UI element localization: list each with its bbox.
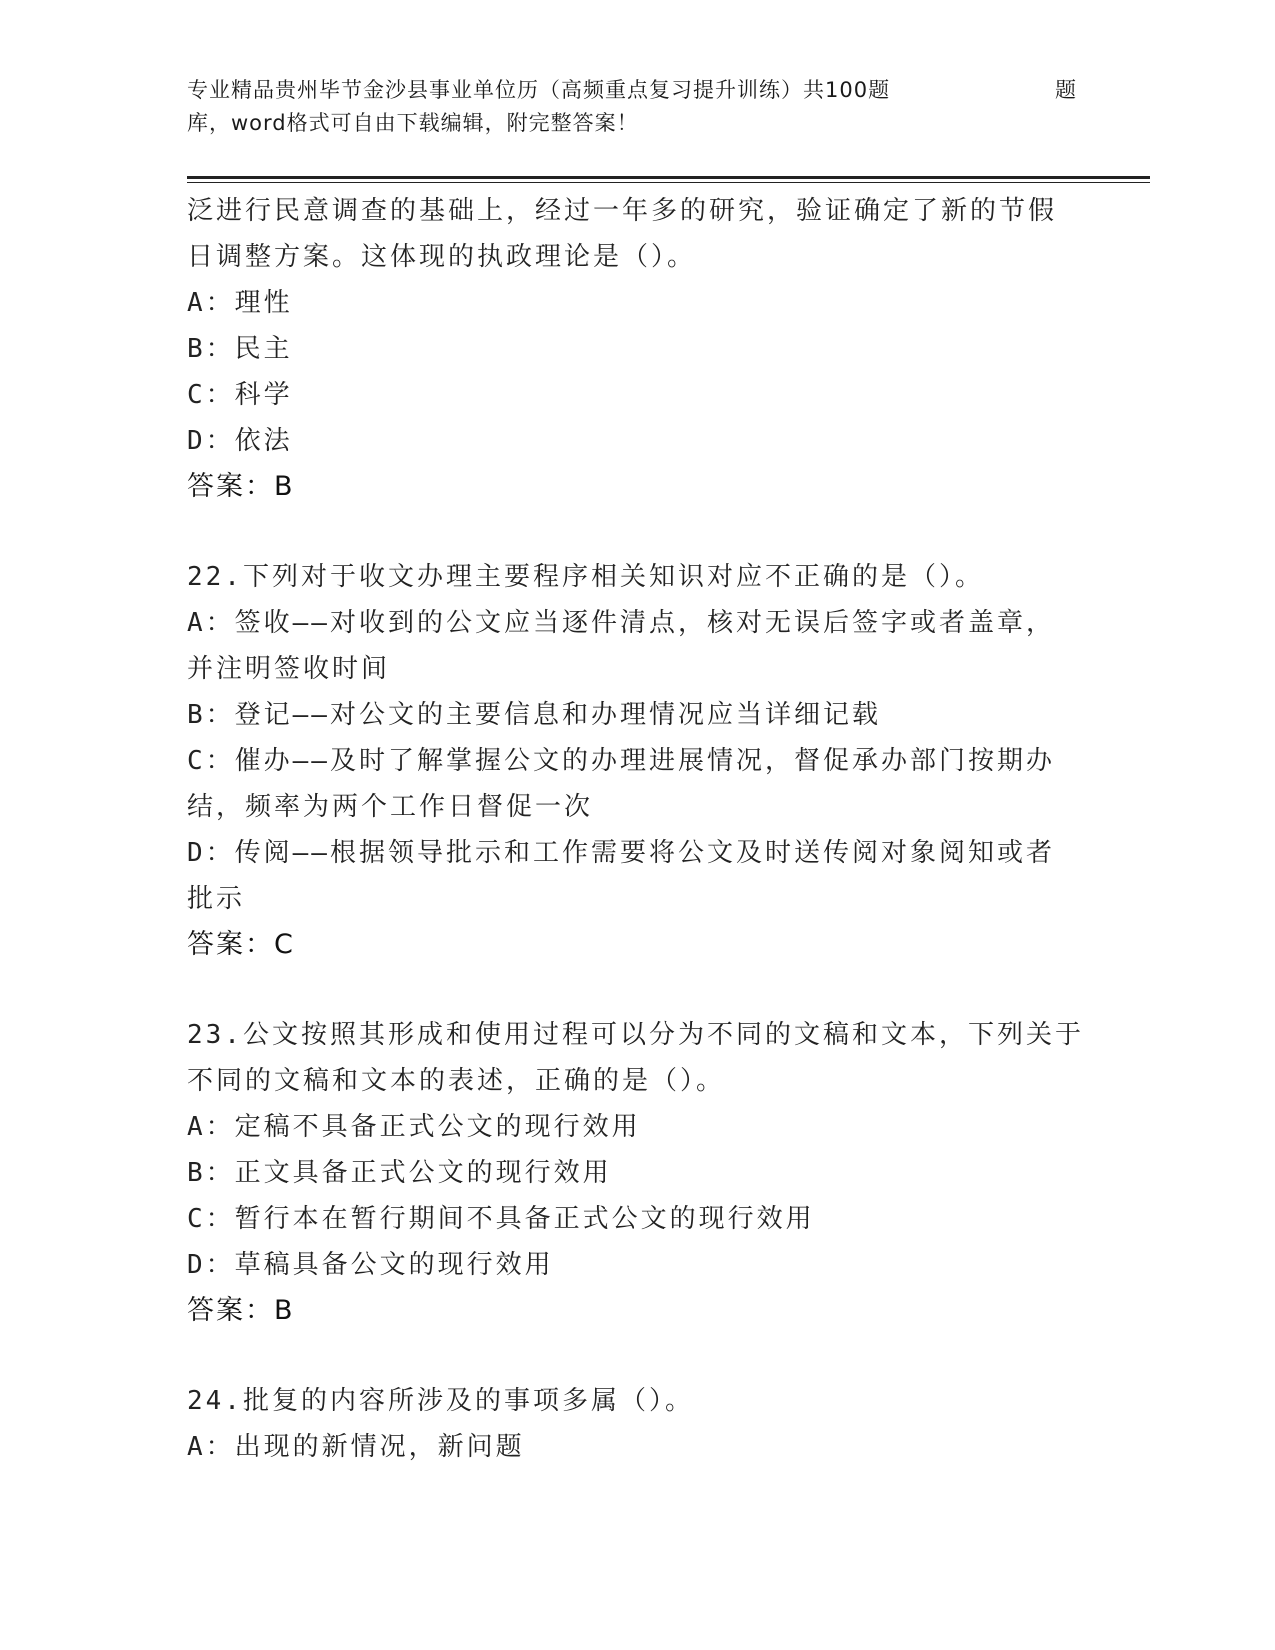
option-c: C：暂行本在暂行期间不具备正式公文的现行效用 xyxy=(187,1204,815,1234)
header-title-tail: 题 xyxy=(1055,78,1077,102)
spacer xyxy=(187,1334,1087,1378)
answer-label: 答案：B xyxy=(187,471,295,502)
option-b: B：民主 xyxy=(187,334,293,364)
answer-label: 答案：B xyxy=(187,1295,295,1326)
question-content xyxy=(187,188,1087,1470)
header-title-text: 专业精品贵州毕节金沙县事业单位历（高频重点复习提升训练）共100题 xyxy=(187,78,891,102)
header-line-1 xyxy=(187,74,1087,107)
question-stem-line: 泛进行民意调查的基础上，经过一年多的研究，验证确定了新的节假 xyxy=(187,196,1058,226)
header-line-2: 库，word格式可自由下载编辑，附完整答案！ xyxy=(187,111,639,135)
option-d: D：草稿具备公文的现行效用 xyxy=(187,1250,554,1280)
header-divider-thick xyxy=(187,176,1150,179)
question-stem-line: 22.下列对于收文办理主要程序相关知识对应不正确的是（）。 xyxy=(187,562,984,592)
question-stem-line: 24.批复的内容所涉及的事项多属（）。 xyxy=(187,1386,694,1416)
option-c: C：科学 xyxy=(187,380,293,410)
option-a-continued: 并注明签收时间 xyxy=(187,654,391,684)
option-a: A：定稿不具备正式公文的现行效用 xyxy=(187,1112,641,1142)
answer-label: 答案：C xyxy=(187,929,295,960)
option-b: B：登记——对公文的主要信息和办理情况应当详细记载 xyxy=(187,700,881,730)
option-c-continued: 结，频率为两个工作日督促一次 xyxy=(187,792,594,822)
option-d-continued: 批示 xyxy=(187,884,246,914)
option-a: A：签收——对收到的公文应当逐件清点，核对无误后签字或者盖章， xyxy=(187,608,1055,638)
header-divider-thin xyxy=(187,182,1150,183)
question-23 xyxy=(187,1012,1087,1334)
option-d: D：依法 xyxy=(187,426,293,456)
question-22 xyxy=(187,554,1087,968)
question-21 xyxy=(187,188,1087,510)
question-stem-line: 日调整方案。这体现的执政理论是（）。 xyxy=(187,242,697,272)
question-stem-line: 23.公文按照其形成和使用过程可以分为不同的文稿和文本，下列关于 xyxy=(187,1020,1084,1050)
option-b: B：正文具备正式公文的现行效用 xyxy=(187,1158,612,1188)
option-c: C：催办——及时了解掌握公文的办理进展情况，督促承办部门按期办 xyxy=(187,746,1055,776)
question-24 xyxy=(187,1378,1087,1470)
page-header xyxy=(187,74,1087,140)
option-a: A：出现的新情况，新问题 xyxy=(187,1432,525,1462)
spacer xyxy=(187,510,1087,554)
option-a: A：理性 xyxy=(187,288,293,318)
question-stem-line: 不同的文稿和文本的表述，正确的是（）。 xyxy=(187,1066,726,1096)
spacer xyxy=(187,968,1087,1012)
option-d: D：传阅——根据领导批示和工作需要将公文及时送传阅对象阅知或者 xyxy=(187,838,1055,868)
